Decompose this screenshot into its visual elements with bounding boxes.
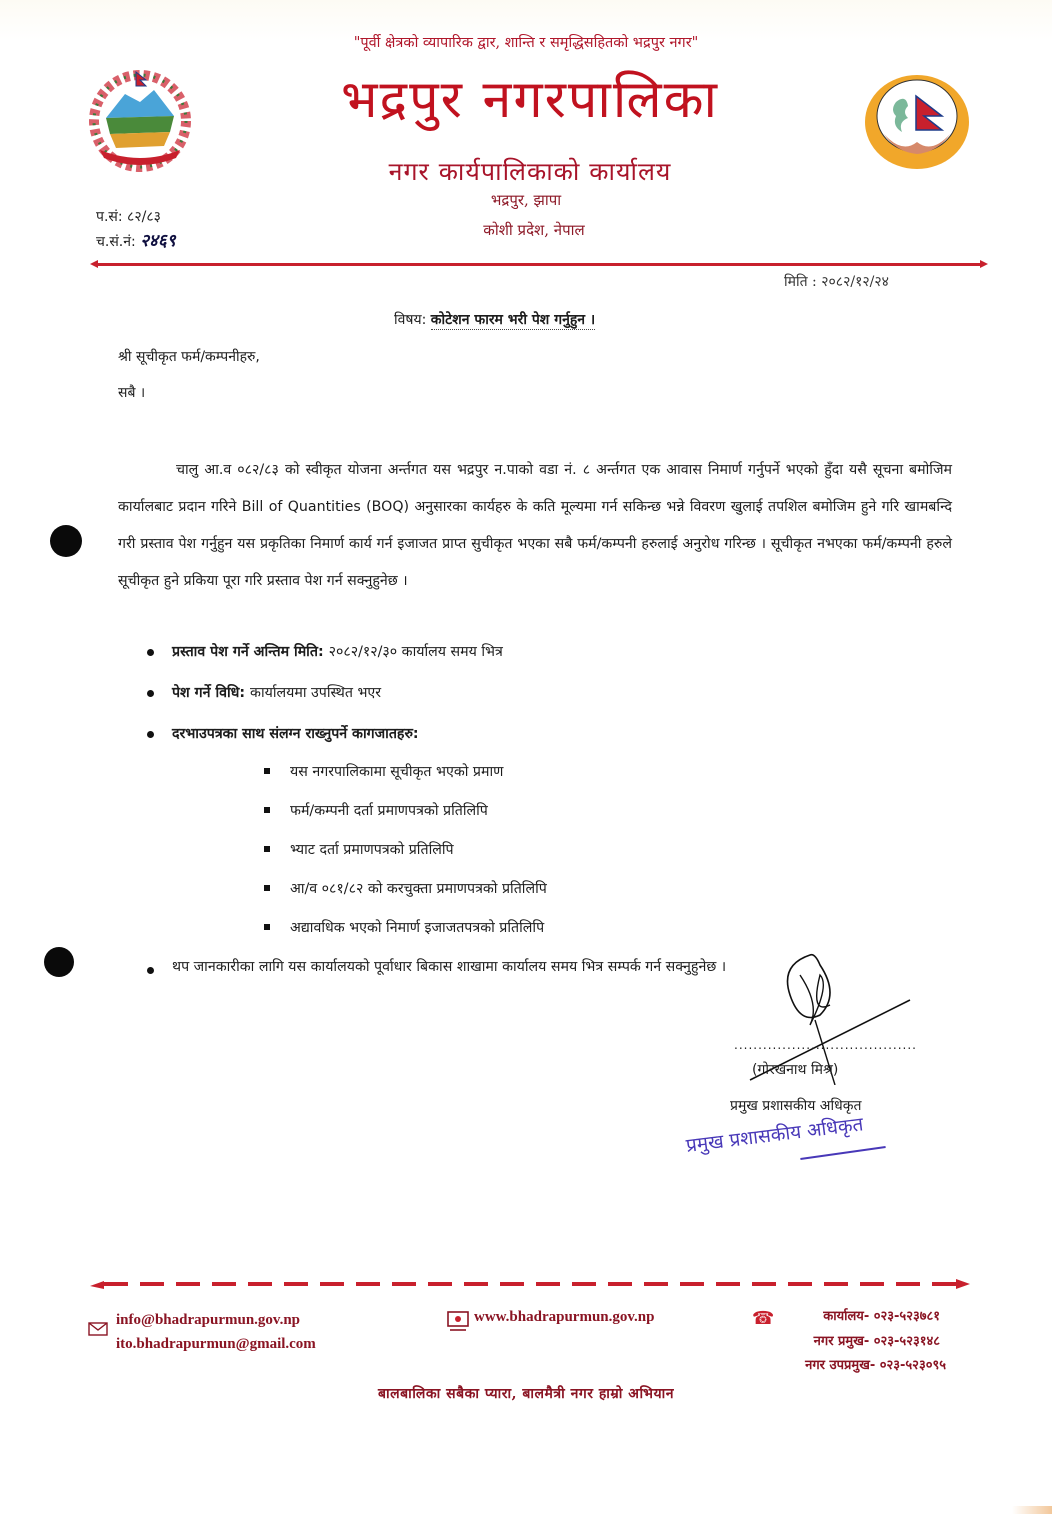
salutation-all: सबै । <box>118 385 146 401</box>
office-address-province: कोशी प्रदेश, नेपाल <box>483 221 585 239</box>
list-item-deadline <box>142 638 942 679</box>
official-stamp: प्रमुख प्रशासकीय अधिकृत <box>684 1113 865 1157</box>
method-label: पेश गर्ने विधि: <box>172 685 246 701</box>
phone-deputy-mayor: नगर उपप्रमुख- ०२३-५२३०९५ <box>805 1358 946 1373</box>
documents-list <box>262 758 547 953</box>
punch-hole <box>44 947 74 977</box>
dispatch-number-label: च.सं.नं: <box>96 234 136 250</box>
deadline-label: प्रस्ताव पेश गर्ने अन्तिम मिति: <box>172 644 324 660</box>
fiscal-year-value: ८२/८३ <box>127 209 161 225</box>
website-link[interactable]: www.bhadrapurmun.gov.np <box>474 1309 655 1325</box>
document-item: अद्यावधिक भएको निमार्ण इजाजतपत्रको प्रतिलिपि <box>262 914 547 953</box>
letter-date <box>784 272 889 291</box>
documents-label: दरभाउपत्रका साथ संलग्न राख्नुपर्ने कागजातहरु: <box>172 726 419 742</box>
municipality-motto: "पूर्वी क्षेत्रको व्यापारिक द्वार, शान्ति र समृद्धिसहितको भद्रपुर नगर" <box>353 35 699 51</box>
list-item-method <box>142 679 942 720</box>
footer-slogan: बालबालिका सबैका प्यारा, बालमैत्री नगर हाम्रो अभियान <box>378 1386 674 1402</box>
document-item: फर्म/कम्पनी दर्ता प्रमाणपत्रको प्रतिलिपि <box>262 797 547 836</box>
signature-line: ...................................... <box>734 1038 917 1052</box>
office-name: नगर कार्यपालिकाको कार्यालय <box>388 157 672 186</box>
salutation-recipients: श्री सूचीकृत फर्म/कम्पनीहरु, <box>118 349 260 365</box>
document-item: आ/व ०८१/८२ को करचुक्ता प्रमाणपत्रको प्रतिलिपि <box>262 875 547 914</box>
requirements-list <box>142 638 942 761</box>
date-label: मिति : <box>784 274 817 290</box>
method-value: कार्यालयमा उपस्थित भएर <box>250 685 382 701</box>
punch-hole <box>50 525 82 557</box>
telephone-icon: ☎ <box>752 1308 775 1329</box>
header-divider <box>96 263 982 266</box>
document-item: यस नगरपालिकामा सूचीकृत भएको प्रमाण <box>262 758 547 797</box>
document-item: भ्याट दर्ता प्रमाणपत्रको प्रतिलिपि <box>262 836 547 875</box>
email-secondary[interactable]: ito.bhadrapurmun@gmail.com <box>116 1336 316 1352</box>
dispatch-number-value: २४६९ <box>140 231 176 251</box>
signatory-name: (गोरखनाथ मिश्र) <box>752 1062 839 1078</box>
office-address-city: भद्रपुर, झापा <box>490 191 562 209</box>
paper-edge-stain <box>1012 1506 1052 1514</box>
list-item-documents <box>142 720 942 761</box>
subject-text: कोटेशन फारम भरी पेश गर्नुहुन । <box>430 312 596 328</box>
deadline-value: २०८२/१२/३० कार्यालय समय भित्र <box>328 644 503 660</box>
municipality-name: भद्रपुर नगरपालिका <box>340 70 720 130</box>
letter-subject <box>394 310 595 329</box>
stamp-underline <box>800 1146 885 1160</box>
date-value: २०८२/१२/२४ <box>821 274 889 290</box>
signatory-title: प्रमुख प्रशासकीय अधिकृत <box>730 1098 862 1114</box>
email-primary[interactable]: info@bhadrapurmun.gov.np <box>116 1312 301 1328</box>
subject-label: विषय: <box>394 312 427 328</box>
body-paragraph: चालु आ.व ०८२/८३ को स्वीकृत योजना अर्न्तगत यस भद्रपुर न.पाको वडा नं. ८ अर्न्तगत एक आवास निमार्ण गर्नुपर्ने भएको हुँदा यसै सूचना बमोजिम कार्यालबाट प्रदान गरिने Bill of Quantities (BOQ) अनुसारका कार्यहरु के कति मूल्यमा गर्न सकिन्छ भन्ने विवरण खुलाई तपशिल बमोजिम हुने गरि खामबन्दि गरी प्रस्ताव पेश गर्नुहुन यस प्रकृतिका निमार्ण कार्य गर्न इजाजत प्राप्त सुचीकृत भएका सबै फर्म/कम्पनी हरुलाई अनुरोध गरिन्छ । सूचीकृत नभएका फर्म/कम्पनी हरुले सूचीकृत हुने प्रकिया पूरा गरि प्रस्ताव पेश गर्न सक्नुहुनेछ । <box>118 462 952 589</box>
fiscal-year-reference <box>96 207 161 226</box>
phone-office: कार्यालय- ०२३-५२३७८१ <box>823 1309 940 1324</box>
computer-monitor-icon <box>446 1310 470 1332</box>
footer-dashed-divider <box>90 1278 970 1290</box>
dispatch-number-reference <box>96 228 176 251</box>
fiscal-year-label: प.सं: <box>96 209 123 225</box>
contact-info-bullet: थप जानकारीका लागि यस कार्यालयको पूर्वाधार बिकास शाखामा कार्यालय समय भित्र सम्पर्क गर्न सक्नुहुनेछ । <box>142 957 726 976</box>
envelope-icon <box>88 1322 108 1336</box>
phone-mayor: नगर प्रमुख- ०२३-५२३१४८ <box>813 1334 940 1349</box>
